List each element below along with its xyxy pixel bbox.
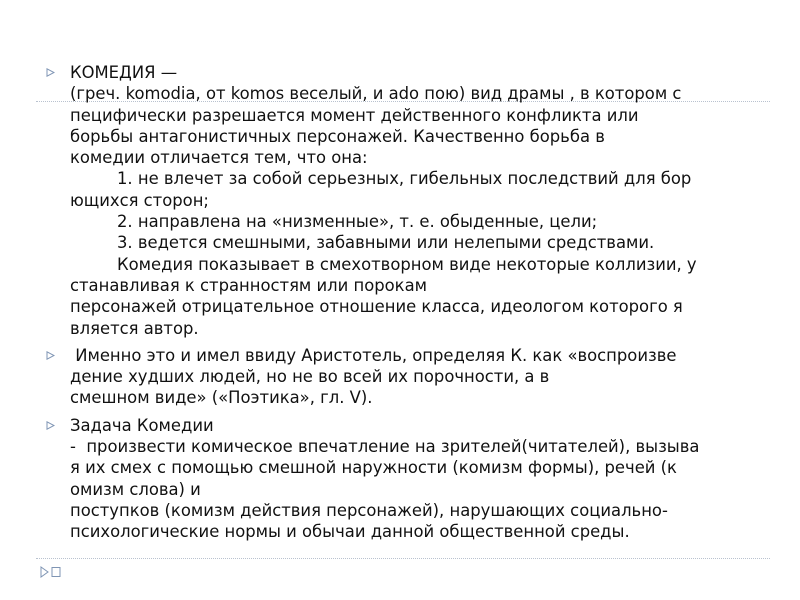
text-line: КОМЕДИЯ — xyxy=(70,63,178,82)
text-line: 3. ведется смешными, забавными или нелепыми средствами. xyxy=(117,233,655,253)
text-line: 1. не влечет за собой серьезных, гибельных последствий для бор xyxy=(117,169,692,189)
text-line: - произвести комическое впечатление на зрителей(читателей), вызыва xyxy=(70,437,700,457)
text-line: поступков (комизм действия персонажей), нарушающих социально- xyxy=(70,500,668,520)
hollow-triangle-bullet-icon xyxy=(46,421,55,430)
text-line: смешном виде» («Поэтика», гл. V). xyxy=(70,388,373,408)
bullet-item-task xyxy=(46,415,766,543)
text-line: пецифически разрешается момент действенного конфликта или xyxy=(70,105,639,125)
text-line: омизм слова) и xyxy=(70,479,201,499)
text-line: я их смех с помощью смешной наружности (комизм формы), речей (к xyxy=(70,458,677,478)
slide-body xyxy=(46,62,766,543)
text-line: борьбы антагонистичных персонажей. Качественно борьба в xyxy=(70,126,605,146)
dotted-rule-bottom xyxy=(36,558,770,559)
bullet-item-definition xyxy=(46,62,766,339)
text-line: комедии отличается тем, что она: xyxy=(70,148,368,168)
text-line: (греч. komodia, от komos веселый, и ado пою) вид драмы , в котором с xyxy=(70,84,682,104)
text-line: Именно это и имел ввиду Аристотель, определяя К. как «воспроизве xyxy=(70,345,677,365)
text-line: Задача Комедии xyxy=(70,415,214,435)
text-line: 2. направлена на «низменные», т. е. обыденные, цели; xyxy=(117,212,598,232)
hollow-triangle-bullet-icon xyxy=(46,68,55,77)
text-line: станавливая к странностям или порокам xyxy=(70,275,427,295)
text-line: дение худших людей, но не во всей их порочности, а в xyxy=(70,367,550,387)
text-line: ющихся сторон; xyxy=(70,190,209,210)
bullet-item-aristotle xyxy=(46,345,766,409)
text-line: психологические нормы и обычаи данной общественной среды. xyxy=(70,522,630,542)
text-line: вляется автор. xyxy=(70,318,199,338)
hollow-triangle-bullet-icon xyxy=(46,351,55,360)
text-line: персонажей отрицательное отношение класса, идеологом которого я xyxy=(70,297,683,317)
small-triangle-marks-icon xyxy=(40,566,62,578)
text-line: Комедия показывает в смехотворном виде некоторые коллизии, у xyxy=(117,254,697,274)
